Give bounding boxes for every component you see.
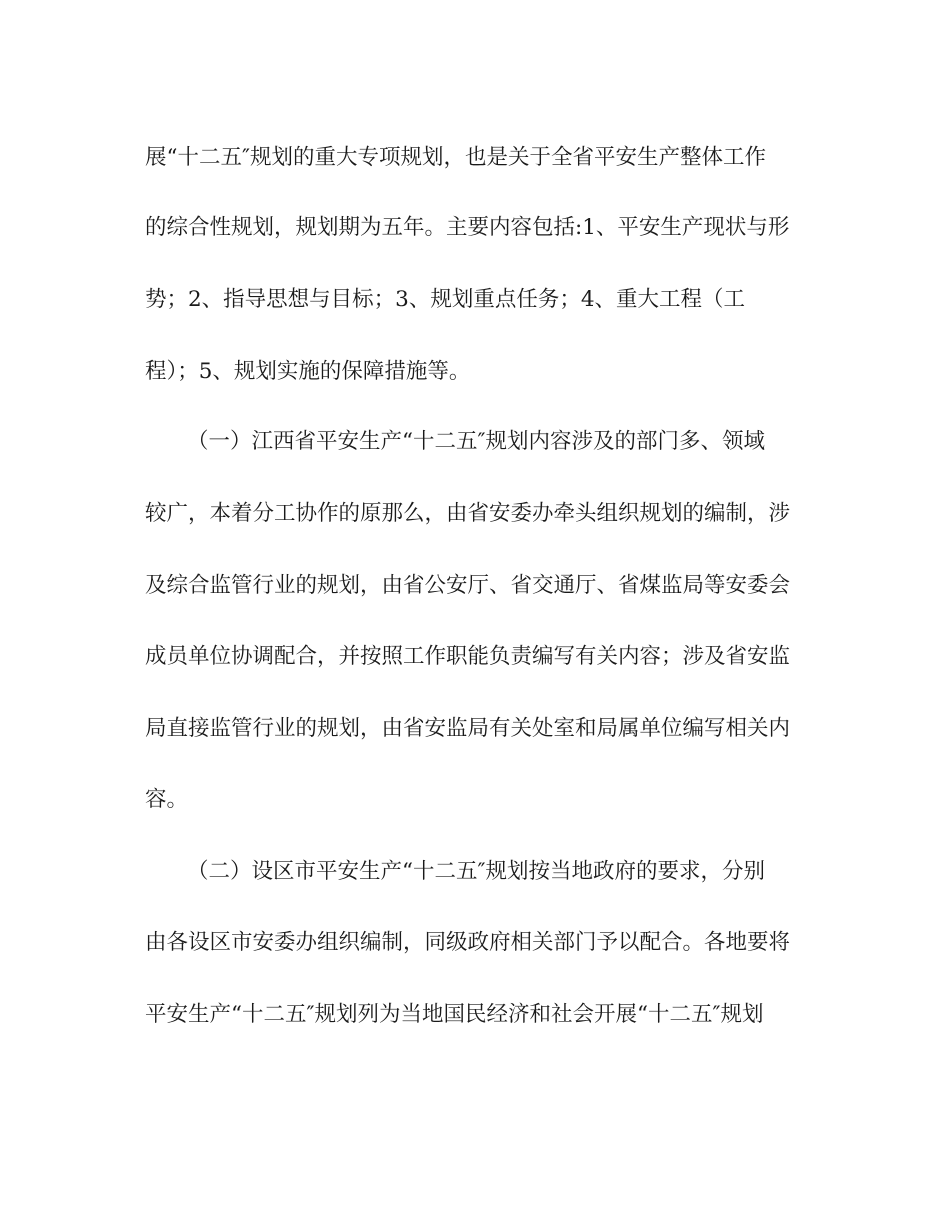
text-line: 由各设区市安委办组织编制，同级政府相关部门予以配合。各地要将 <box>145 930 791 955</box>
text-line: 的综合性规划，规划期为五年。主要内容包括:1、平安生产现状与形 <box>145 215 790 240</box>
text-line: 展“十二五″规划的重大专项规划，也是关于全省平安生产整体工作 <box>145 145 767 170</box>
text-line: 成员单位协调配合，并按照工作职能负责编写有关内容；涉及省安监 <box>145 644 791 669</box>
text-line: 程）；5、规划实施的保障措施等。 <box>145 359 471 384</box>
text-line: 及综合监管行业的规划，由省公安厅、省交通厅、省煤监局等安委会 <box>145 573 791 598</box>
text-line: 平安生产“十二五″规划列为当地国民经济和社会开展“十二五″规划 <box>145 1002 764 1027</box>
text-line: 势；2、指导思想与目标；3、规划重点任务；4、重大工程（工 <box>145 287 746 312</box>
paragraph-one-start: （一）江西省平安生产“十二五″规划内容涉及的部门多、领域 <box>187 429 766 454</box>
paragraph-two-start: （二）设区市平安生产“十二五″规划按当地政府的要求，分别 <box>187 859 766 884</box>
text-line: 较广，本着分工协作的原那么，由省安委办牵头组织规划的编制，涉 <box>145 501 791 526</box>
text-line: 局直接监管行业的规划，由省安监局有关处室和局属单位编写相关内 <box>145 716 791 741</box>
text-line: 容。 <box>145 787 189 812</box>
